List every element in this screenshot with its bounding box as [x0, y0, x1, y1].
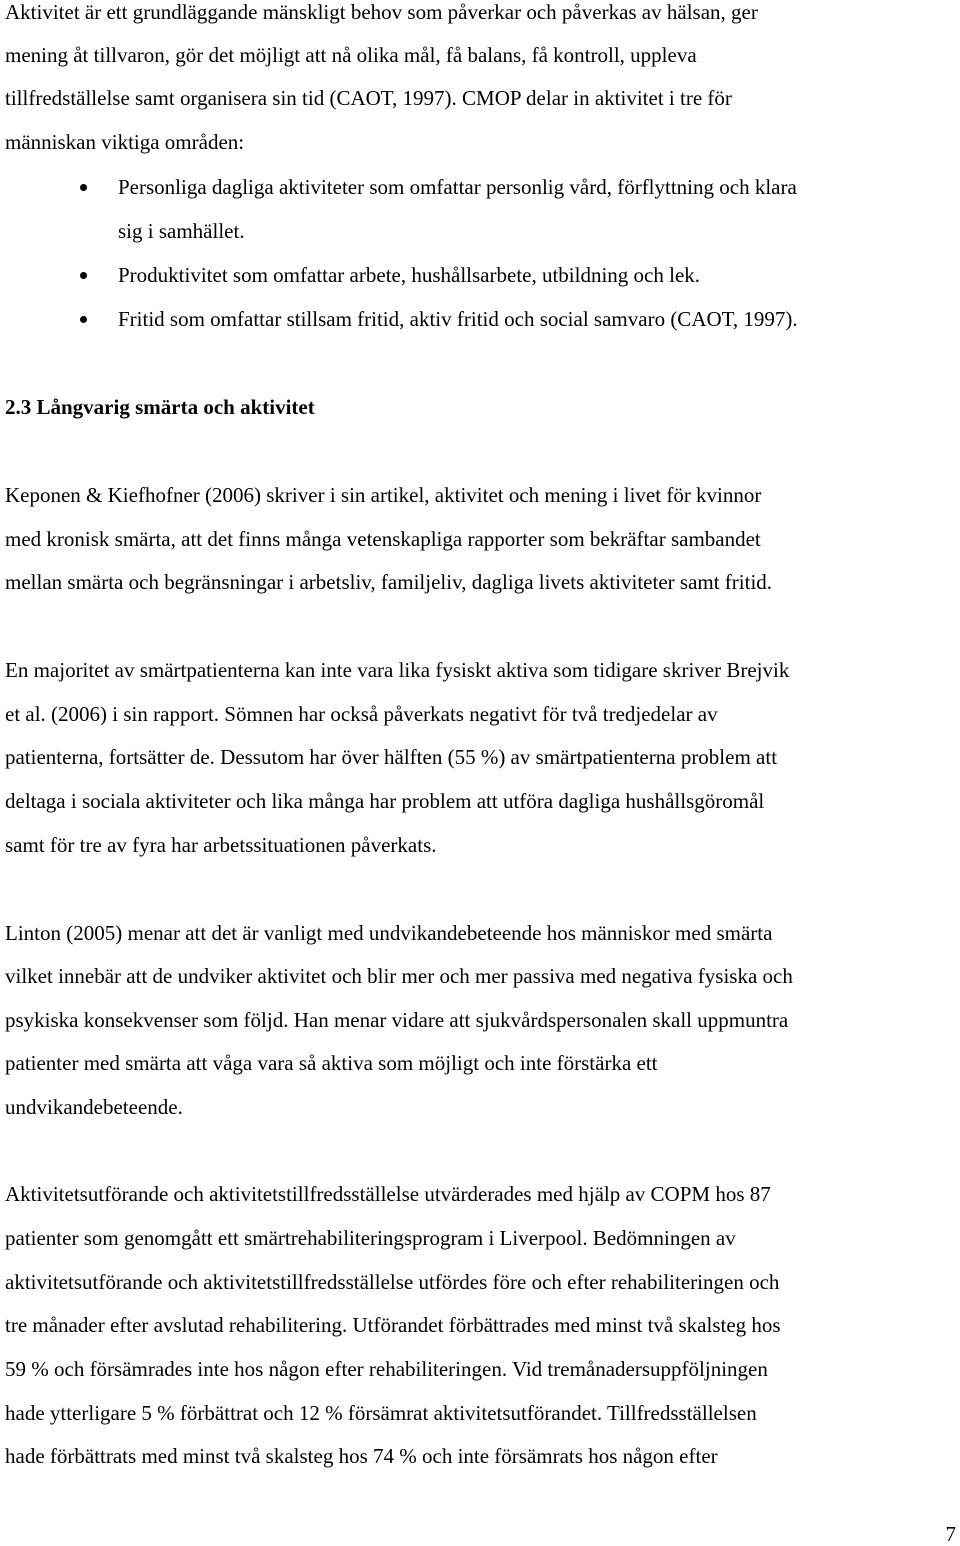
text-line: patienter som genomgått ett smärtrehabiliteringsprogram i Liverpool. Bedömningen av [5, 1226, 736, 1250]
text-line: människan viktiga områden: [5, 130, 245, 154]
text-line: psykiska konsekvenser som följd. Han menar vidare att sjukvårdspersonalen skall uppmuntra [5, 1008, 789, 1032]
bullet-icon [80, 316, 87, 323]
list-item-text: Personliga dagliga aktiviteter som omfattar personlig vård, förflyttning och klara [118, 175, 797, 199]
page-number: 7 [945, 1522, 956, 1546]
text-line: deltaga i sociala aktiviteter och lika många har problem att utföra dagliga hushållsgöromål [5, 789, 765, 813]
text-line: hade ytterligare 5 % förbättrat och 12 % försämrat aktivitetsutförandet. Tillfredsställelsen [5, 1401, 757, 1425]
text-line: med kronisk smärta, att det finns många vetenskapliga rapporter som bekräftar sambandet [5, 527, 761, 551]
text-line: hade förbättrats med minst två skalsteg hos 74 % och inte försämrats hos någon efter [5, 1444, 718, 1468]
list-item-text: Produktivitet som omfattar arbete, hushållsarbete, utbildning och lek. [118, 263, 701, 287]
text-line: vilket innebär att de undviker aktivitet och blir mer och mer passiva med negativa fysiska och [5, 964, 793, 988]
text-line: mening åt tillvaron, gör det möjligt att nå olika mål, få balans, få kontroll, uppleva [5, 43, 697, 67]
text-line: aktivitetsutförande och aktivitetstillfredsställelse utfördes före och efter rehabiliteringen och [5, 1270, 780, 1294]
text-line: tre månader efter avslutad rehabilitering. Utförandet förbättrades med minst två skalsteg hos [5, 1313, 781, 1337]
bullet-icon [80, 184, 87, 191]
text-line: samt för tre av fyra har arbetssituationen påverkats. [5, 833, 437, 857]
text-line: Linton (2005) menar att det är vanligt med undvikandebeteende hos människor med smärta [5, 921, 773, 945]
text-line: patienter med smärta att våga vara så aktiva som möjligt och inte förstärka ett [5, 1051, 658, 1075]
text-line: patienterna, fortsätter de. Dessutom har över hälften (55 %) av smärtpatienterna problem att [5, 745, 778, 769]
list-item-text: Fritid som omfattar stillsam fritid, aktiv fritid och social samvaro (CAOT, 1997). [118, 307, 798, 331]
text-line: Keponen & Kiefhofner (2006) skriver i sin artikel, aktivitet och mening i livet för kvinnor [5, 483, 762, 507]
text-line: tillfredställelse samt organisera sin tid (CAOT, 1997). CMOP delar in aktivitet i tre för [5, 86, 732, 110]
text-line: Aktivitetsutförande och aktivitetstillfredsställelse utvärderades med hjälp av COPM hos 87 [5, 1182, 771, 1206]
list-item-text: sig i samhället. [118, 219, 245, 243]
text-line: mellan smärta och begränsningar i arbetsliv, familjeliv, dagliga livets aktiviteter samt fritid. [5, 570, 773, 594]
bullet-icon [80, 272, 87, 279]
section-heading: 2.3 Långvarig smärta och aktivitet [5, 395, 315, 419]
text-line: 59 % och försämrades inte hos någon efter rehabiliteringen. Vid tremånadersuppföljningen [5, 1357, 768, 1381]
text-line: Aktivitet är ett grundläggande mänskligt behov som påverkar och påverkas av hälsan, ger [5, 0, 758, 24]
text-line: undvikandebeteende. [5, 1095, 183, 1119]
text-line: et al. (2006) i sin rapport. Sömnen har också påverkats negativt för två tredjedelar av [5, 702, 718, 726]
text-line: En majoritet av smärtpatienterna kan inte vara lika fysiskt aktiva som tidigare skriver Brejvik [5, 658, 790, 682]
